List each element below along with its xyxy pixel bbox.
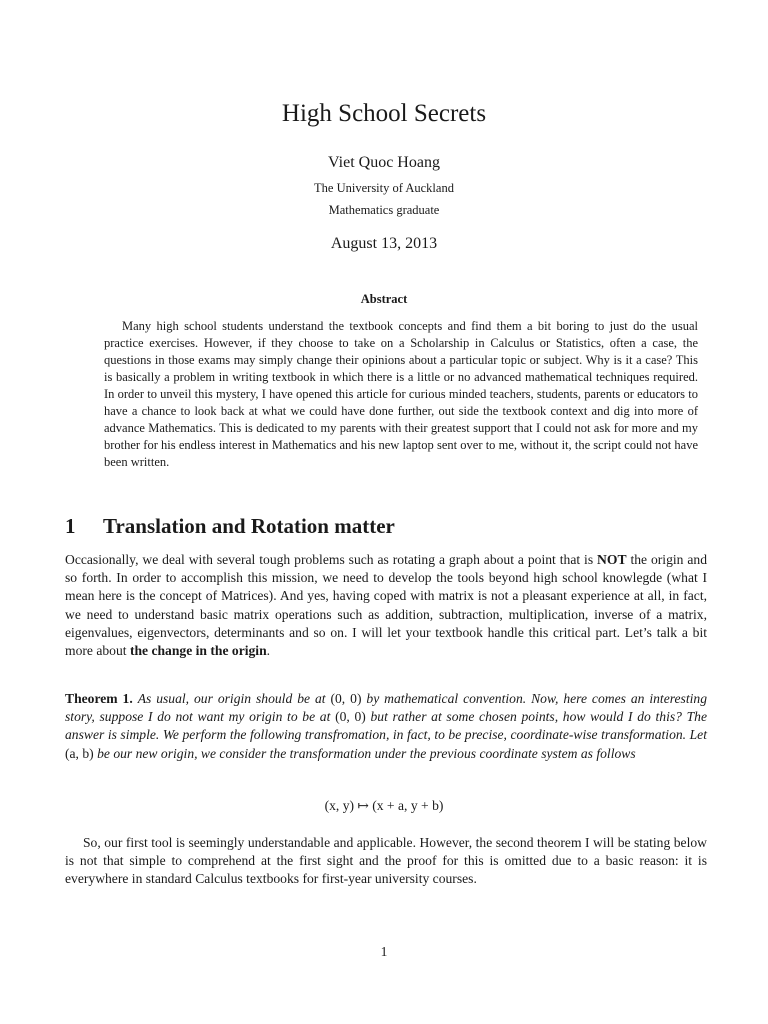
section-number: 1 [65, 514, 76, 538]
paragraph-intro [65, 551, 707, 660]
inline-math: (0, 0) [335, 709, 366, 725]
affiliation-degree: Mathematics graduate [328, 203, 440, 217]
paper-title: High School Secrets [281, 100, 487, 127]
paper-date: August 13, 2013 [330, 235, 438, 252]
theorem-text: be our new origin, we consider the transformation under the previous coordinate system as follows [93, 745, 636, 761]
author-name: Viet Quoc Hoang [328, 154, 440, 171]
paragraph-text: Occasionally, we deal with several tough problems such as rotating a graph about a point that is [65, 552, 598, 567]
inline-math: (a, b) [65, 745, 94, 761]
page-number: 1 [380, 944, 388, 959]
section-title: Translation and Rotation matter [103, 514, 395, 538]
abstract-text: Many high school students understand the textbook concepts and find them a bit boring to just do the usual practice exercises. However, if they choose to take on a Scholarship in Calculus or Statistics, often a case, the questions in those exams may simply change their opinions about a particular topic or subject. Why is it a case? This is basically a problem in writing textbook in which there is a little or no advanced mathematical techniques required. In order to unveil this mystery, I have opened this article for curious minded teachers, students, parents or educators to have a chance to look back at what we could have done further, out side the textbook context and dig into more of advance Mathematics. This is dedicated to my parents with their greatest support that I could not ask for more and my brother for his endless interest in Mathematics and his new laptop sent over to me, without it, the script could not have been written. [104, 319, 698, 469]
theorem-text: by mathematical convention. Now, here comes an interesting story, suppose I do not want my origin to be at [65, 691, 707, 725]
inline-math: (0, 0) [330, 691, 362, 706]
theorem-1 [65, 690, 707, 763]
affiliation-university: The University of Auckland [314, 181, 454, 195]
emphasis-not: NOT [597, 552, 627, 567]
paragraph-text: the origin and so forth. In order to accomplish this mission, we need to develop the tools beyond high school knowlegde (what I mean here is the concept of Matrices). And yes, having coped with matrix is not a pleasant experience at all, in fact, we need to understand basic matrix operations such as addition, subtraction, multiplication, inverse of a matrix, eigenvalues, eigenvectors, determinants and so on. I will let your textbook handle this critical part. Let’s talk a bit more about [65, 552, 707, 659]
section-heading [65, 514, 705, 539]
display-equation: (x, y) ↦ (x + a, y + b) [324, 798, 444, 813]
paragraph-text: . [266, 643, 271, 659]
emphasis-change-origin: the change in the origin [129, 643, 267, 659]
theorem-label: Theorem 1. [65, 691, 133, 706]
paragraph-second: So, our first tool is seemingly understandable and applicable. However, the second theorem I will be stating below is not that simple to comprehend at the first sight and the proof for this is omitted due to a basic reason: it is everywhere in standard Calculus textbooks for first-year university courses. [65, 835, 707, 887]
abstract-heading: Abstract [360, 292, 408, 306]
theorem-text: As usual, our origin should be at [137, 691, 331, 706]
theorem-text: but rather at some chosen points, how would I do this? The answer is simple. We perform the following transfromation, in fact, to be precise, coordinate-wise transformation. Let [65, 709, 707, 743]
